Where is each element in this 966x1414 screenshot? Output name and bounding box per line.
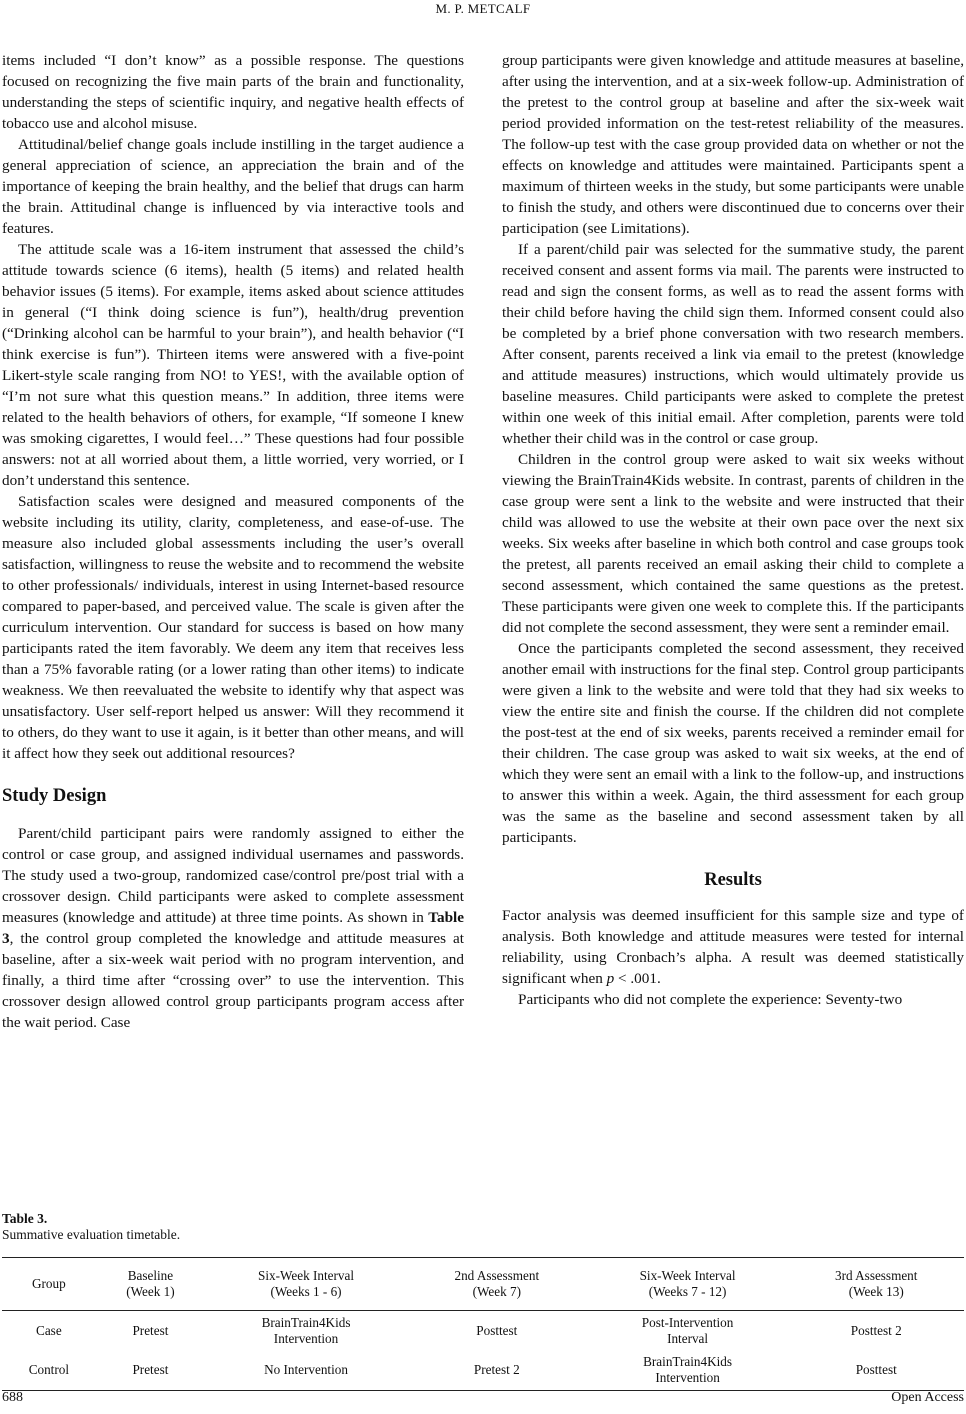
table-cell (205, 1311, 407, 1351)
paragraph: group participants were given knowledge and attitude measures at baseline, after using the intervention, and at a six-week follow-up. Administration of the pretest to the control group at baseline and after the six-week wait period provided information on the test-retest reliability of the measures. The follow-up test with the case group provided data on whether or not the effects on knowledge and attitudes were maintained. Participants spent a maximum of thirteen weeks in the study, but some participants were unable to finish the study, and others were discontinued due to concerns over their participation (see Limitations). (502, 52, 964, 237)
cell-line: Baseline (127, 1268, 174, 1283)
table-3-block (2, 1211, 964, 1391)
cell-line: (Week 13) (848, 1284, 904, 1299)
text-run: , the control group completed the knowledge and attitude measures at baseline, after a six-week wait period with no program intervention, and finally, a third time after “crossing over” to use the intervention. This crossover design allowed control group participants program access after the wait period. Case (2, 930, 464, 1031)
right-column (502, 50, 964, 1033)
cell-line: Intervention (655, 1370, 720, 1386)
cell-line: Group (32, 1276, 66, 1291)
paragraph: Satisfaction scales were designed and measured components of the website including its utility, clarity, completeness, and ease-of-use. The measure also included global assessments including the user’s overall satisfaction, willingness to reuse the website and to recommend the website to other professionals/ individuals, interest in using Internet-based resource compared to paper-based, and perceived value. The scale is given after the curriculum intervention. Our standard for success is based on how many participants rated the item favorably. We deem any item that receives less than a 75% favorable rating (or a lower rating than other items) to indicate weakness. We then reevaluated the website to identify why that aspect was unsatisfactory. User self-report helped us answer: Will they recommend it to others, do they want to use it again, is it better than other means, and will it affect how they seek out additional resources? (2, 493, 464, 762)
table-cell (407, 1351, 587, 1391)
cell-line: Six-Week Interval (639, 1268, 736, 1283)
section-heading-study-design: Study Design (2, 786, 107, 806)
body-columns (2, 50, 964, 1033)
paragraph: items included “I don’t know” as a possible response. The questions focused on recognizing the five main parts of the brain and functionality, understanding the steps of scientific inquiry, and negative health effects of tobacco use and alcohol misuse. (2, 52, 464, 132)
table-header-cell (2, 1258, 96, 1311)
table-cell (96, 1351, 205, 1391)
cell-line: Six-Week Interval (258, 1268, 355, 1283)
page-number: 688 (2, 1390, 23, 1405)
left-column (2, 50, 464, 1033)
cell-line: Posttest (855, 1362, 897, 1378)
table-caption (2, 1211, 964, 1243)
text-run: Parent/child participant pairs were randomly assigned to either the control or case group, and assigned individual usernames and passwords. The study used a two-group, randomized case/control pre/post trial with a crossover design. Child participants were asked to complete assessment measures (knowledge and attitude) at three time points. As shown in (2, 825, 464, 926)
running-head: M. P. METCALF (435, 1, 531, 16)
cell-line: BrainTrain4Kids (643, 1354, 733, 1370)
cell-line: Interval (667, 1330, 709, 1346)
table-label: Table 3. (2, 1211, 48, 1226)
cell-line: Intervention (273, 1330, 339, 1346)
table-header-cell (96, 1258, 205, 1311)
paragraph: Attitudinal/belief change goals include instilling in the target audience a general appreciation of science, an appreciation the brain and of the importance of keeping the brain healthy, and the belief that drugs can harm the brain. Attitudinal change is influenced by via interactive tools and features. (2, 136, 464, 237)
cell-line: Pretest 2 (473, 1362, 520, 1378)
table-header-cell (587, 1258, 789, 1311)
table-cell (2, 1351, 96, 1391)
cell-line: Posttest (476, 1322, 518, 1338)
paragraph: Children in the control group were asked to wait six weeks without viewing the BrainTrain4Kids website. In contrast, parents of children in the case group were sent a link to the website and were instructed that their child was allowed to use the website at their own pace over the next six weeks. Six weeks after baseline in which both control and case groups took the pretest, all parents received an email asking their child to complete a second assessment, which contained the same questions as the pretest. These participants were given one week to complete this. If the participants did not complete the second assessment, they were sent a reminder email. (502, 451, 964, 636)
paragraph: If a parent/child pair was selected for the summative study, the parent received consent and assent forms via mail. The parents were instructed to read and sign the consent forms, as well as to read the assent forms with their child before having the child sign them. Informed consent could also be completed by a brief phone conversation with two research members. After consent, parents received a link via email to the pretest (knowledge and attitude measures) instructions, which would ultimately provide us baseline measures. Child participants were asked to complete the pretest within one week of this initial email. After completion, parents were told whether their child was in the control or case group. (502, 241, 964, 447)
paragraph (2, 823, 464, 1033)
table-cell (587, 1351, 789, 1391)
cell-line: (Week 1) (126, 1284, 175, 1299)
cell-line: 3rd Assessment (835, 1268, 918, 1283)
table-cell (788, 1311, 964, 1351)
paragraph (502, 905, 964, 989)
cell-line: Case (36, 1322, 62, 1338)
table-header-cell (788, 1258, 964, 1311)
cell-line: Pretest (132, 1322, 169, 1338)
section-heading-results: Results (704, 870, 762, 890)
cell-line: BrainTrain4Kids (261, 1314, 351, 1330)
table-caption-text: Summative evaluation timetable. (2, 1227, 181, 1242)
paragraph: Participants who did not complete the experience: Seventy-two (518, 991, 903, 1008)
cell-line: No Intervention (264, 1362, 348, 1378)
table-header-cell (205, 1258, 407, 1311)
table-cell (788, 1351, 964, 1391)
cell-line: Control (28, 1362, 69, 1378)
cell-line: Post-Intervention (641, 1314, 734, 1330)
table-cell (587, 1311, 789, 1351)
table-header-row (2, 1258, 964, 1311)
table-reference: Table 3 (2, 909, 464, 947)
table-row-case (2, 1311, 964, 1351)
table-header-cell (407, 1258, 587, 1311)
cell-line: Posttest 2 (850, 1322, 902, 1338)
table-cell (205, 1351, 407, 1391)
cell-line: (Weeks 1 - 6) (270, 1284, 342, 1299)
cell-line: 2nd Assessment (454, 1268, 540, 1283)
table-cell (407, 1311, 587, 1351)
paragraph: Once the participants completed the second assessment, they received another email with instructions for the final step. Control group participants were given a link to the website and were told that they had six weeks to view the entire site and finish the course. If the children did not complete the post-test at the end of six weeks, parents received a reminder email for their children. The case group was asked to wait six weeks, at the end of which they were sent an email with a link to the follow-up, and instructions to answer this within a week. Again, the third assessment for each group was the same as the baseline and second assessment taken by all participants. (502, 640, 964, 846)
cell-line: (Weeks 7 - 12) (648, 1284, 727, 1299)
page-footer (2, 1390, 964, 1406)
evaluation-timetable (2, 1257, 964, 1391)
paragraph: The attitude scale was a 16-item instrument that assessed the child’s attitude towards science (6 items), health (5 items) and related health behavior issues (5 items). For example, items asked about science attitudes in general (“I think doing science is fun”), health/drug prevention (“Drinking alcohol can be harmful to your brain”), and health behavior (“I think exercise is fun”). Thirteen items were answered with a five-point Likert-style scale ranging from NO! to YES!, with the available option of “I’m not sure what this question means.” In addition, three items were related to the health behaviors of others, for example, “If someone I knew was smoking cigarettes, I would feel…” These questions had four possible answers: not at all worried about them, a little worried, very worried, or I don’t understand this sentence. (2, 241, 464, 489)
table-cell (96, 1311, 205, 1351)
text-run: Factor analysis was deemed insufficient for this sample size and type of analysis. Both knowledge and attitude measures were tested for internal reliability, using Cronbach’s alpha. A result was deemed statistically significant when (502, 907, 964, 987)
journal-label: Open Access (891, 1390, 964, 1405)
table-row-control (2, 1351, 964, 1391)
cell-line: Pretest (132, 1362, 169, 1378)
p-value-symbol: p (606, 970, 615, 987)
table-cell (2, 1311, 96, 1351)
text-run: < .001. (614, 970, 661, 987)
cell-line: (Week 7) (472, 1284, 521, 1299)
